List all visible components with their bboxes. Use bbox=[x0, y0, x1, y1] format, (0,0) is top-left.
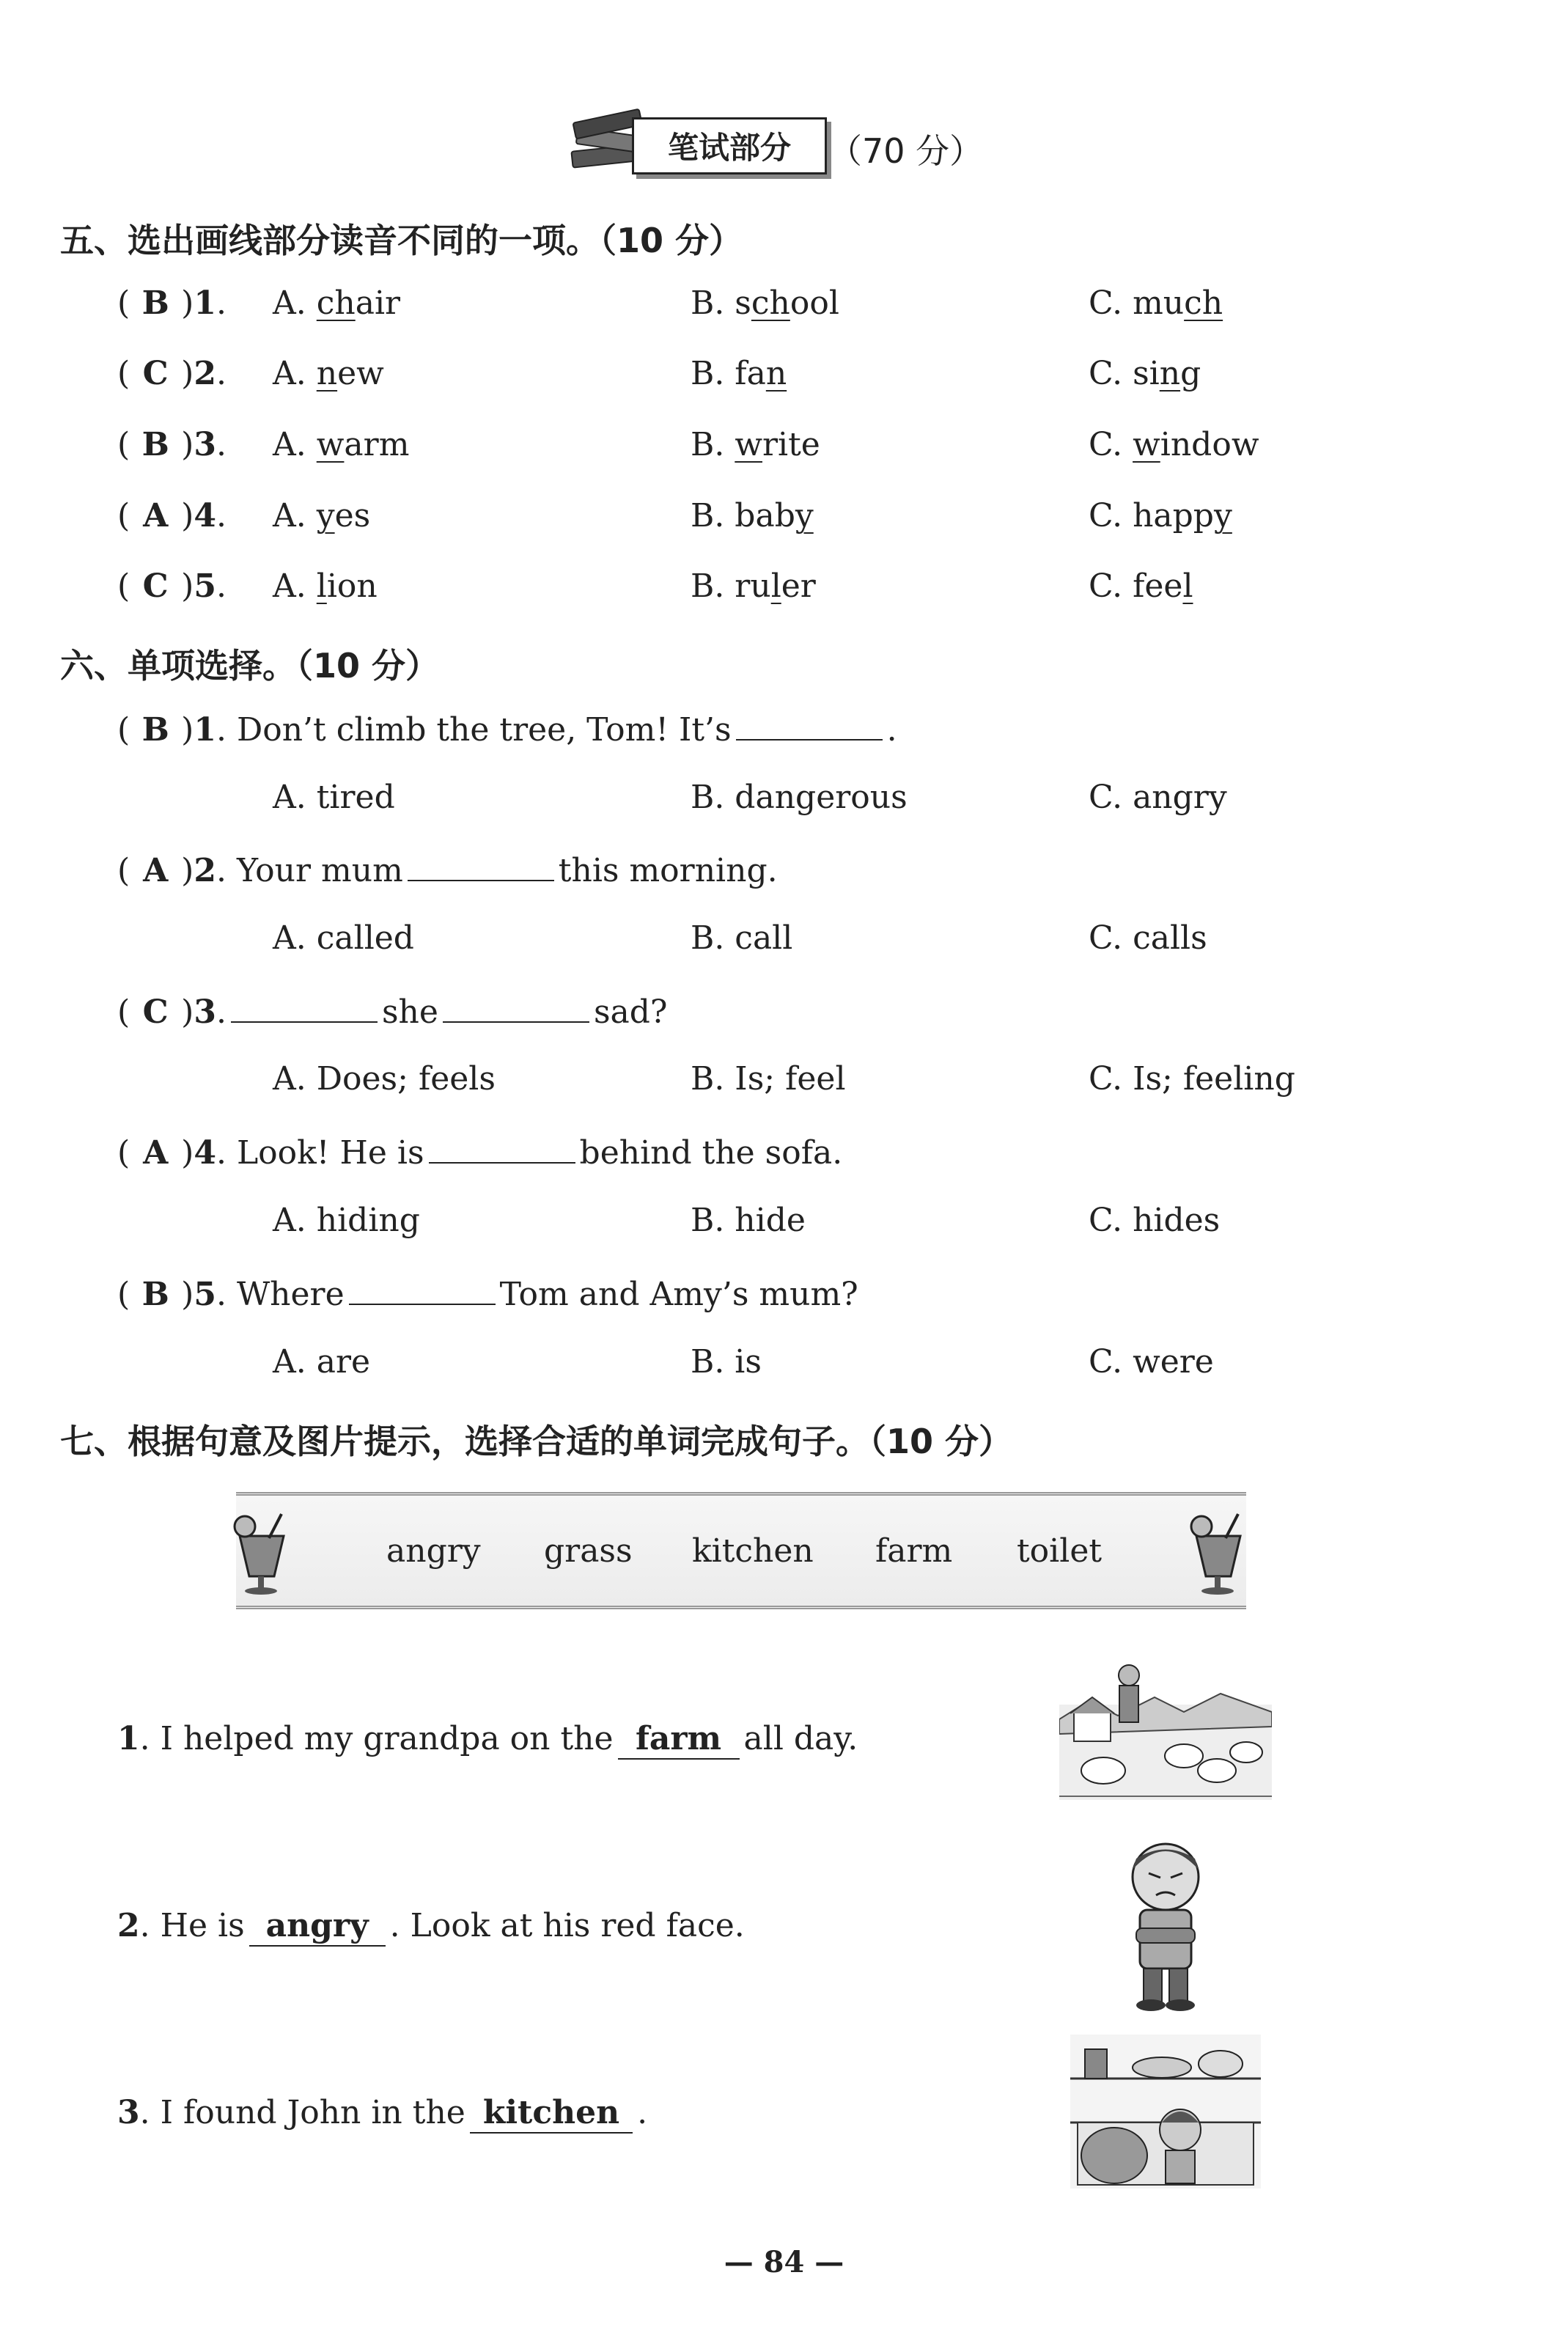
list-item: ( C )3. she sad? bbox=[117, 993, 668, 1031]
kitchen-picture bbox=[1070, 2035, 1261, 2191]
option-c: C. calls bbox=[1089, 919, 1207, 957]
question-number: 2 bbox=[194, 355, 216, 392]
question-number: 4 bbox=[194, 497, 216, 534]
section5-heading: 五、选出画线部分读音不同的一项。（10 分） bbox=[60, 221, 743, 260]
list-item: ( C )5. bbox=[117, 567, 227, 605]
answer-letter: A bbox=[143, 1134, 169, 1172]
option-b: B. call bbox=[691, 919, 793, 957]
option-c: C. were bbox=[1089, 1343, 1214, 1381]
question-number: 1 bbox=[194, 284, 216, 322]
option-c: C. Is; feeling bbox=[1089, 1060, 1295, 1098]
option-b: B. baby bbox=[691, 497, 814, 534]
option-a: A. hiding bbox=[273, 1202, 420, 1239]
option-c: C. feel bbox=[1089, 567, 1193, 605]
option-b: B. fan bbox=[691, 355, 787, 392]
answer-letter: B bbox=[141, 1276, 169, 1313]
section-banner-title: 笔试部分 bbox=[632, 117, 827, 174]
section6-heading: 六、单项选择。（10 分） bbox=[60, 646, 440, 686]
list-item: ( C )2. bbox=[117, 355, 227, 392]
list-item: ( B )1. Don’t climb the tree, Tom! It’s . bbox=[117, 711, 897, 749]
answer-letter: C bbox=[142, 355, 169, 392]
angry-boy-picture bbox=[1111, 1837, 1221, 2015]
option-b: B. Is; feel bbox=[691, 1060, 846, 1098]
option-b: B. is bbox=[691, 1343, 762, 1381]
answer-fill[interactable]: angry bbox=[249, 1910, 386, 1947]
question-number: 5 bbox=[194, 567, 216, 605]
answer-blank[interactable] bbox=[736, 711, 883, 740]
list-item: ( B )3. bbox=[117, 426, 227, 463]
word-bank-item: farm bbox=[875, 1532, 953, 1570]
option-b: B. dangerous bbox=[691, 779, 908, 816]
answer-letter: B bbox=[141, 284, 169, 322]
answer-blank[interactable] bbox=[231, 993, 378, 1023]
option-b: B. ruler bbox=[691, 567, 816, 605]
answer-blank[interactable] bbox=[349, 1276, 496, 1305]
option-c: C. happy bbox=[1089, 497, 1232, 534]
option-a: A. Does; feels bbox=[273, 1060, 496, 1098]
answer-blank[interactable] bbox=[408, 852, 554, 881]
option-b: B. hide bbox=[691, 1202, 806, 1239]
list-item: ( A )4. Look! He is behind the sofa. bbox=[117, 1134, 843, 1172]
answer-letter: C bbox=[142, 567, 169, 605]
option-c: C. window bbox=[1089, 426, 1259, 463]
list-item: ( A )4. bbox=[117, 497, 227, 534]
farm-picture bbox=[1059, 1661, 1272, 1818]
option-a: A. warm bbox=[273, 426, 410, 463]
answer-letter: B bbox=[141, 711, 169, 749]
question-number: 2 bbox=[194, 852, 216, 889]
option-a: A. tired bbox=[273, 779, 395, 816]
question-number: 5 bbox=[194, 1276, 216, 1313]
answer-letter: A bbox=[143, 497, 169, 534]
option-c: C. sing bbox=[1089, 355, 1201, 392]
option-a: A. yes bbox=[273, 497, 371, 534]
option-a: A. lion bbox=[273, 567, 378, 605]
option-b: B. school bbox=[691, 284, 839, 322]
fill-sentence-3: 3. I found John in the kitchen . bbox=[117, 2097, 647, 2134]
option-c: C. much bbox=[1089, 284, 1223, 322]
fill-sentence-1: 1. I helped my grandpa on the farm all day. bbox=[117, 1723, 858, 1760]
question-number: 4 bbox=[194, 1134, 216, 1172]
answer-fill[interactable]: farm bbox=[618, 1723, 740, 1760]
word-bank-item: kitchen bbox=[692, 1532, 814, 1570]
answer-letter: B bbox=[141, 426, 169, 463]
option-c: C. hides bbox=[1089, 1202, 1221, 1239]
list-item: ( B )5. Where Tom and Amy’s mum? bbox=[117, 1276, 858, 1313]
word-bank-item: toilet bbox=[1017, 1532, 1103, 1570]
word-bank-item: angry bbox=[386, 1532, 481, 1570]
section7-heading: 七、根据句意及图片提示，选择合适的单词完成句子。（10 分） bbox=[60, 1422, 1013, 1461]
drink-icon bbox=[1185, 1510, 1251, 1601]
option-c: C. angry bbox=[1089, 779, 1227, 816]
section-banner-score: （70 分） bbox=[828, 131, 984, 171]
question-number: 3 bbox=[194, 426, 216, 463]
answer-letter: C bbox=[142, 993, 169, 1031]
question-number: 3 bbox=[194, 993, 216, 1031]
page-number: — 84 — bbox=[724, 2245, 844, 2279]
word-bank-item: grass bbox=[544, 1532, 633, 1570]
answer-blank[interactable] bbox=[443, 993, 589, 1023]
option-a: A. chair bbox=[273, 284, 401, 322]
option-a: A. called bbox=[273, 919, 414, 957]
list-item: ( B )1. bbox=[117, 284, 227, 322]
question-number: 1 bbox=[194, 711, 216, 749]
answer-fill[interactable]: kitchen bbox=[470, 2097, 633, 2134]
option-b: B. write bbox=[691, 426, 820, 463]
fill-sentence-2: 2. He is angry . Look at his red face. bbox=[117, 1910, 745, 1947]
list-item: ( A )2. Your mum this morning. bbox=[117, 852, 778, 889]
drink-icon bbox=[229, 1510, 295, 1601]
answer-letter: A bbox=[143, 852, 169, 889]
word-bank bbox=[236, 1492, 1246, 1609]
answer-blank[interactable] bbox=[429, 1134, 575, 1164]
option-a: A. new bbox=[273, 355, 384, 392]
option-a: A. are bbox=[273, 1343, 371, 1381]
